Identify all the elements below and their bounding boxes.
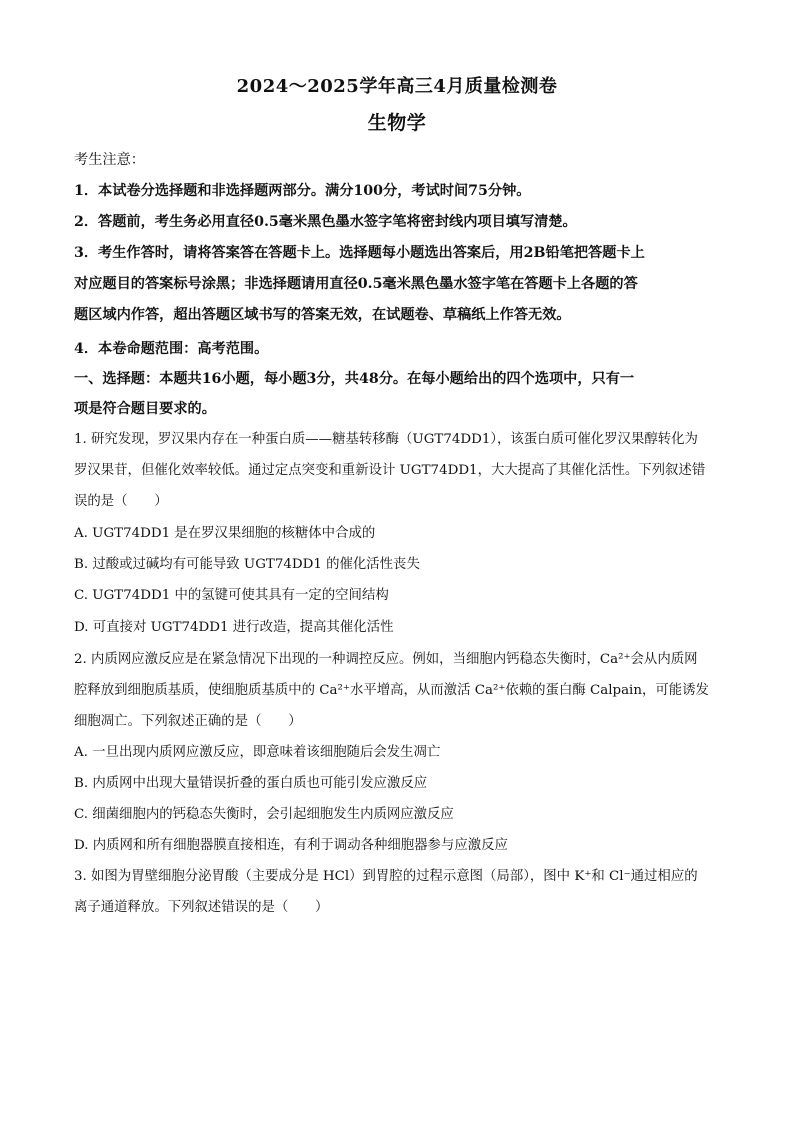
question-option: A. 一旦出现内质网应激反应，即意味着该细胞随后会发生凋亡	[74, 745, 441, 760]
notice-item: 对应题目的答案标号涂黑；非选择题请用直径0.5毫米黑色墨水签字笔在答题卡上各题的答	[74, 276, 638, 292]
notice-item: 2．答题前，考生务必用直径0.5毫米黑色墨水签字笔将密封线内项目填写清楚。	[74, 214, 577, 230]
question-stem: 误的是（ ）	[74, 494, 168, 509]
question-option: D. 内质网和所有细胞器膜直接相连，有利于调动各种细胞器参与应激反应	[74, 838, 508, 853]
question-stem: 离子通道释放。下列叙述错误的是（ ）	[74, 900, 329, 915]
question-stem: 细胞凋亡。下列叙述正确的是（ ）	[74, 714, 302, 729]
question-option: D. 可直接对 UGT74DD1 进行改造，提高其催化活性	[74, 620, 394, 635]
question-option: B. 过酸或过碱均有可能导致 UGT74DD1 的催化活性丧失	[74, 557, 420, 572]
question-stem: 2. 内质网应激反应是在紧急情况下出现的一种调控反应。例如，当细胞内钙稳态失衡时，Ca²⁺会从内质网	[74, 652, 698, 667]
question-stem: 3. 如图为胃壁细胞分泌胃酸（主要成分是 HCl）到胃腔的过程示意图（局部），图中 K⁺和 Cl⁻通过相应的	[74, 869, 698, 884]
question-option: B. 内质网中出现大量错误折叠的蛋白质也可能引发应激反应	[74, 776, 428, 791]
notice-item: 3．考生作答时，请将答案答在答题卡上。选择题每小题选出答案后，用2B铅笔把答题卡上	[74, 245, 645, 261]
notice-heading: 考生注意：	[74, 152, 145, 168]
notice-item: 4．本卷命题范围：高考范围。	[74, 341, 269, 357]
exam-title: 2024～2025学年高三4月质量检测卷	[236, 76, 558, 97]
section-heading: 一、选择题：本题共16小题，每小题3分，共48分。在每小题给出的四个选项中，只有一	[74, 371, 635, 387]
question-stem: 罗汉果苷，但催化效率较低。通过定点突变和重新设计 UGT74DD1，大大提高了其催化活性。下列叙述错	[74, 463, 706, 478]
question-stem: 腔释放到细胞质基质，使细胞质基质中的 Ca²⁺水平增高，从而激活 Ca²⁺依赖的蛋白酶 Calpain，可能诱发	[74, 683, 709, 698]
question-option: A. UGT74DD1 是在罗汉果细胞的核糖体中合成的	[74, 526, 376, 541]
question-stem: 1. 研究发现，罗汉果内存在一种蛋白质——糖基转移酶（UGT74DD1），该蛋白质可催化罗汉果醇转化为	[74, 432, 698, 447]
question-option: C. 细菌细胞内的钙稳态失衡时，会引起细胞发生内质网应激反应	[74, 807, 454, 822]
notice-item: 题区域内作答，超出答题区域书写的答案无效，在试题卷、草稿纸上作答无效。	[74, 307, 571, 323]
section-heading: 项是符合题目要求的。	[74, 401, 216, 417]
notice-item: 1．本试卷分选择题和非选择题两部分。满分100分，考试时间75分钟。	[74, 183, 531, 199]
subject-title: 生物学	[367, 112, 427, 134]
question-option: C. UGT74DD1 中的氢键可使其具有一定的空间结构	[74, 588, 389, 603]
